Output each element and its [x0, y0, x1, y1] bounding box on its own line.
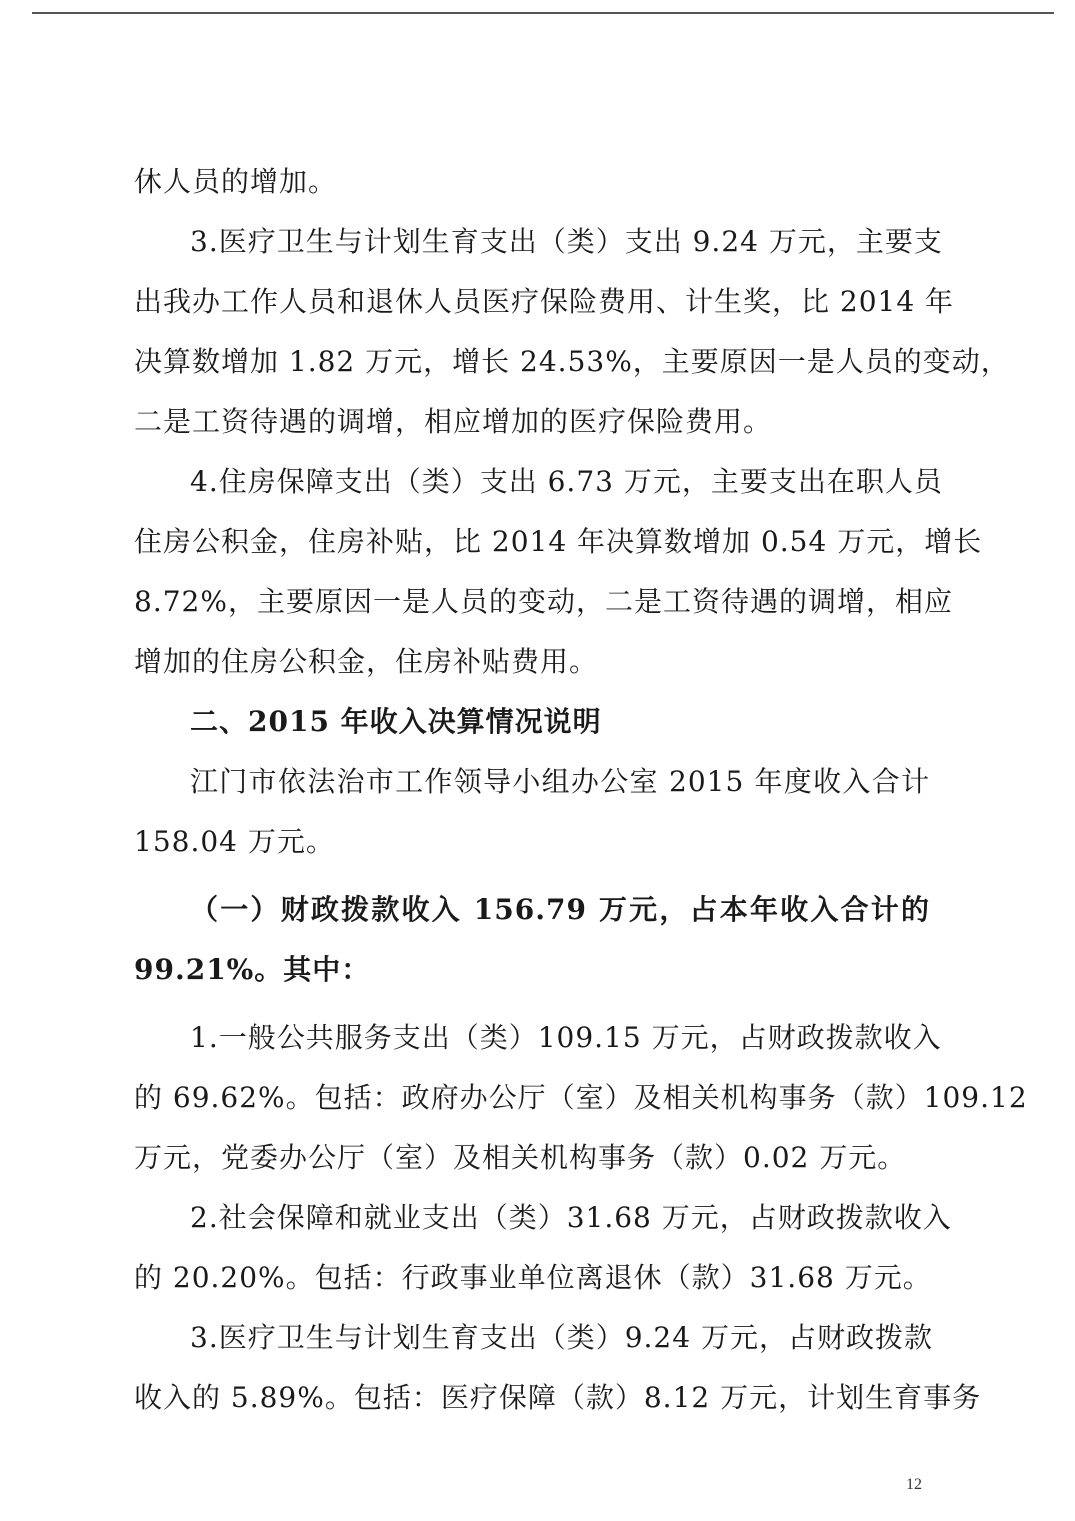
paragraph-medical-income — [134, 1308, 982, 1428]
text-line: 万元，党委办公厅（室）及相关机构事务（款）0.02 万元。 — [134, 1141, 907, 1174]
text-line: 收入的 5.89%。包括：医疗保障（款）8.12 万元，计划生育事务 — [134, 1381, 982, 1414]
text-line: 二是工资待遇的调增，相应增加的医疗保险费用。 — [134, 405, 773, 438]
paragraph-retiree-increase — [134, 152, 930, 212]
page-number: 12 — [906, 1476, 922, 1493]
text-line: 的 20.20%。包括：行政事业单位离退休（款）31.68 万元。 — [134, 1261, 932, 1294]
text-line: 158.04 万元。 — [134, 825, 335, 858]
text-line: 休人员的增加。 — [134, 165, 338, 198]
text-line: 99.21%。其中： — [134, 953, 371, 986]
paragraph-general-public-service — [134, 1008, 1028, 1188]
text-line: 2.社会保障和就业支出（类）31.68 万元，占财政拨款收入 — [190, 1201, 952, 1234]
section-heading-income — [134, 692, 930, 752]
document-body — [134, 152, 1028, 1428]
text-line: 住房公积金，住房补贴，比 2014 年决算数增加 0.54 万元，增长 — [134, 525, 983, 558]
text-line: 8.72%，主要原因一是人员的变动，二是工资待遇的调增，相应 — [134, 585, 953, 618]
top-border-line — [32, 12, 1054, 14]
section-title: 二、2015 年收入决算情况说明 — [190, 705, 602, 738]
text-line: （一）财政拨款收入 156.79 万元，占本年收入合计的 — [190, 893, 930, 926]
text-line: 3.医疗卫生与计划生育支出（类）9.24 万元，占财政拨款 — [190, 1321, 933, 1354]
text-line: 出我办工作人员和退休人员医疗保险费用、计生奖，比 2014 年 — [134, 285, 955, 318]
text-line: 决算数增加 1.82 万元，增长 24.53%，主要原因一是人员的变动， — [134, 345, 1010, 378]
paragraph-social-security — [134, 1188, 952, 1308]
text-line: 增加的住房公积金，住房补贴费用。 — [134, 645, 599, 678]
paragraph-medical-expense — [134, 212, 1010, 452]
text-line: 3.医疗卫生与计划生育支出（类）支出 9.24 万元，主要支 — [190, 225, 943, 258]
text-line: 江门市依法治市工作领导小组办公室 2015 年度收入合计 — [190, 765, 930, 798]
text-line: 的 69.62%。包括：政府办公厅（室）及相关机构事务（款）109.12 — [134, 1081, 1028, 1114]
paragraph-housing-expense — [134, 452, 983, 692]
text-line: 4.住房保障支出（类）支出 6.73 万元，主要支出在职人员 — [190, 465, 943, 498]
text-line: 1.一般公共服务支出（类）109.15 万元，占财政拨款收入 — [190, 1021, 942, 1054]
subheading-fiscal-appropriation — [134, 880, 930, 1000]
paragraph-income-total — [134, 752, 930, 872]
